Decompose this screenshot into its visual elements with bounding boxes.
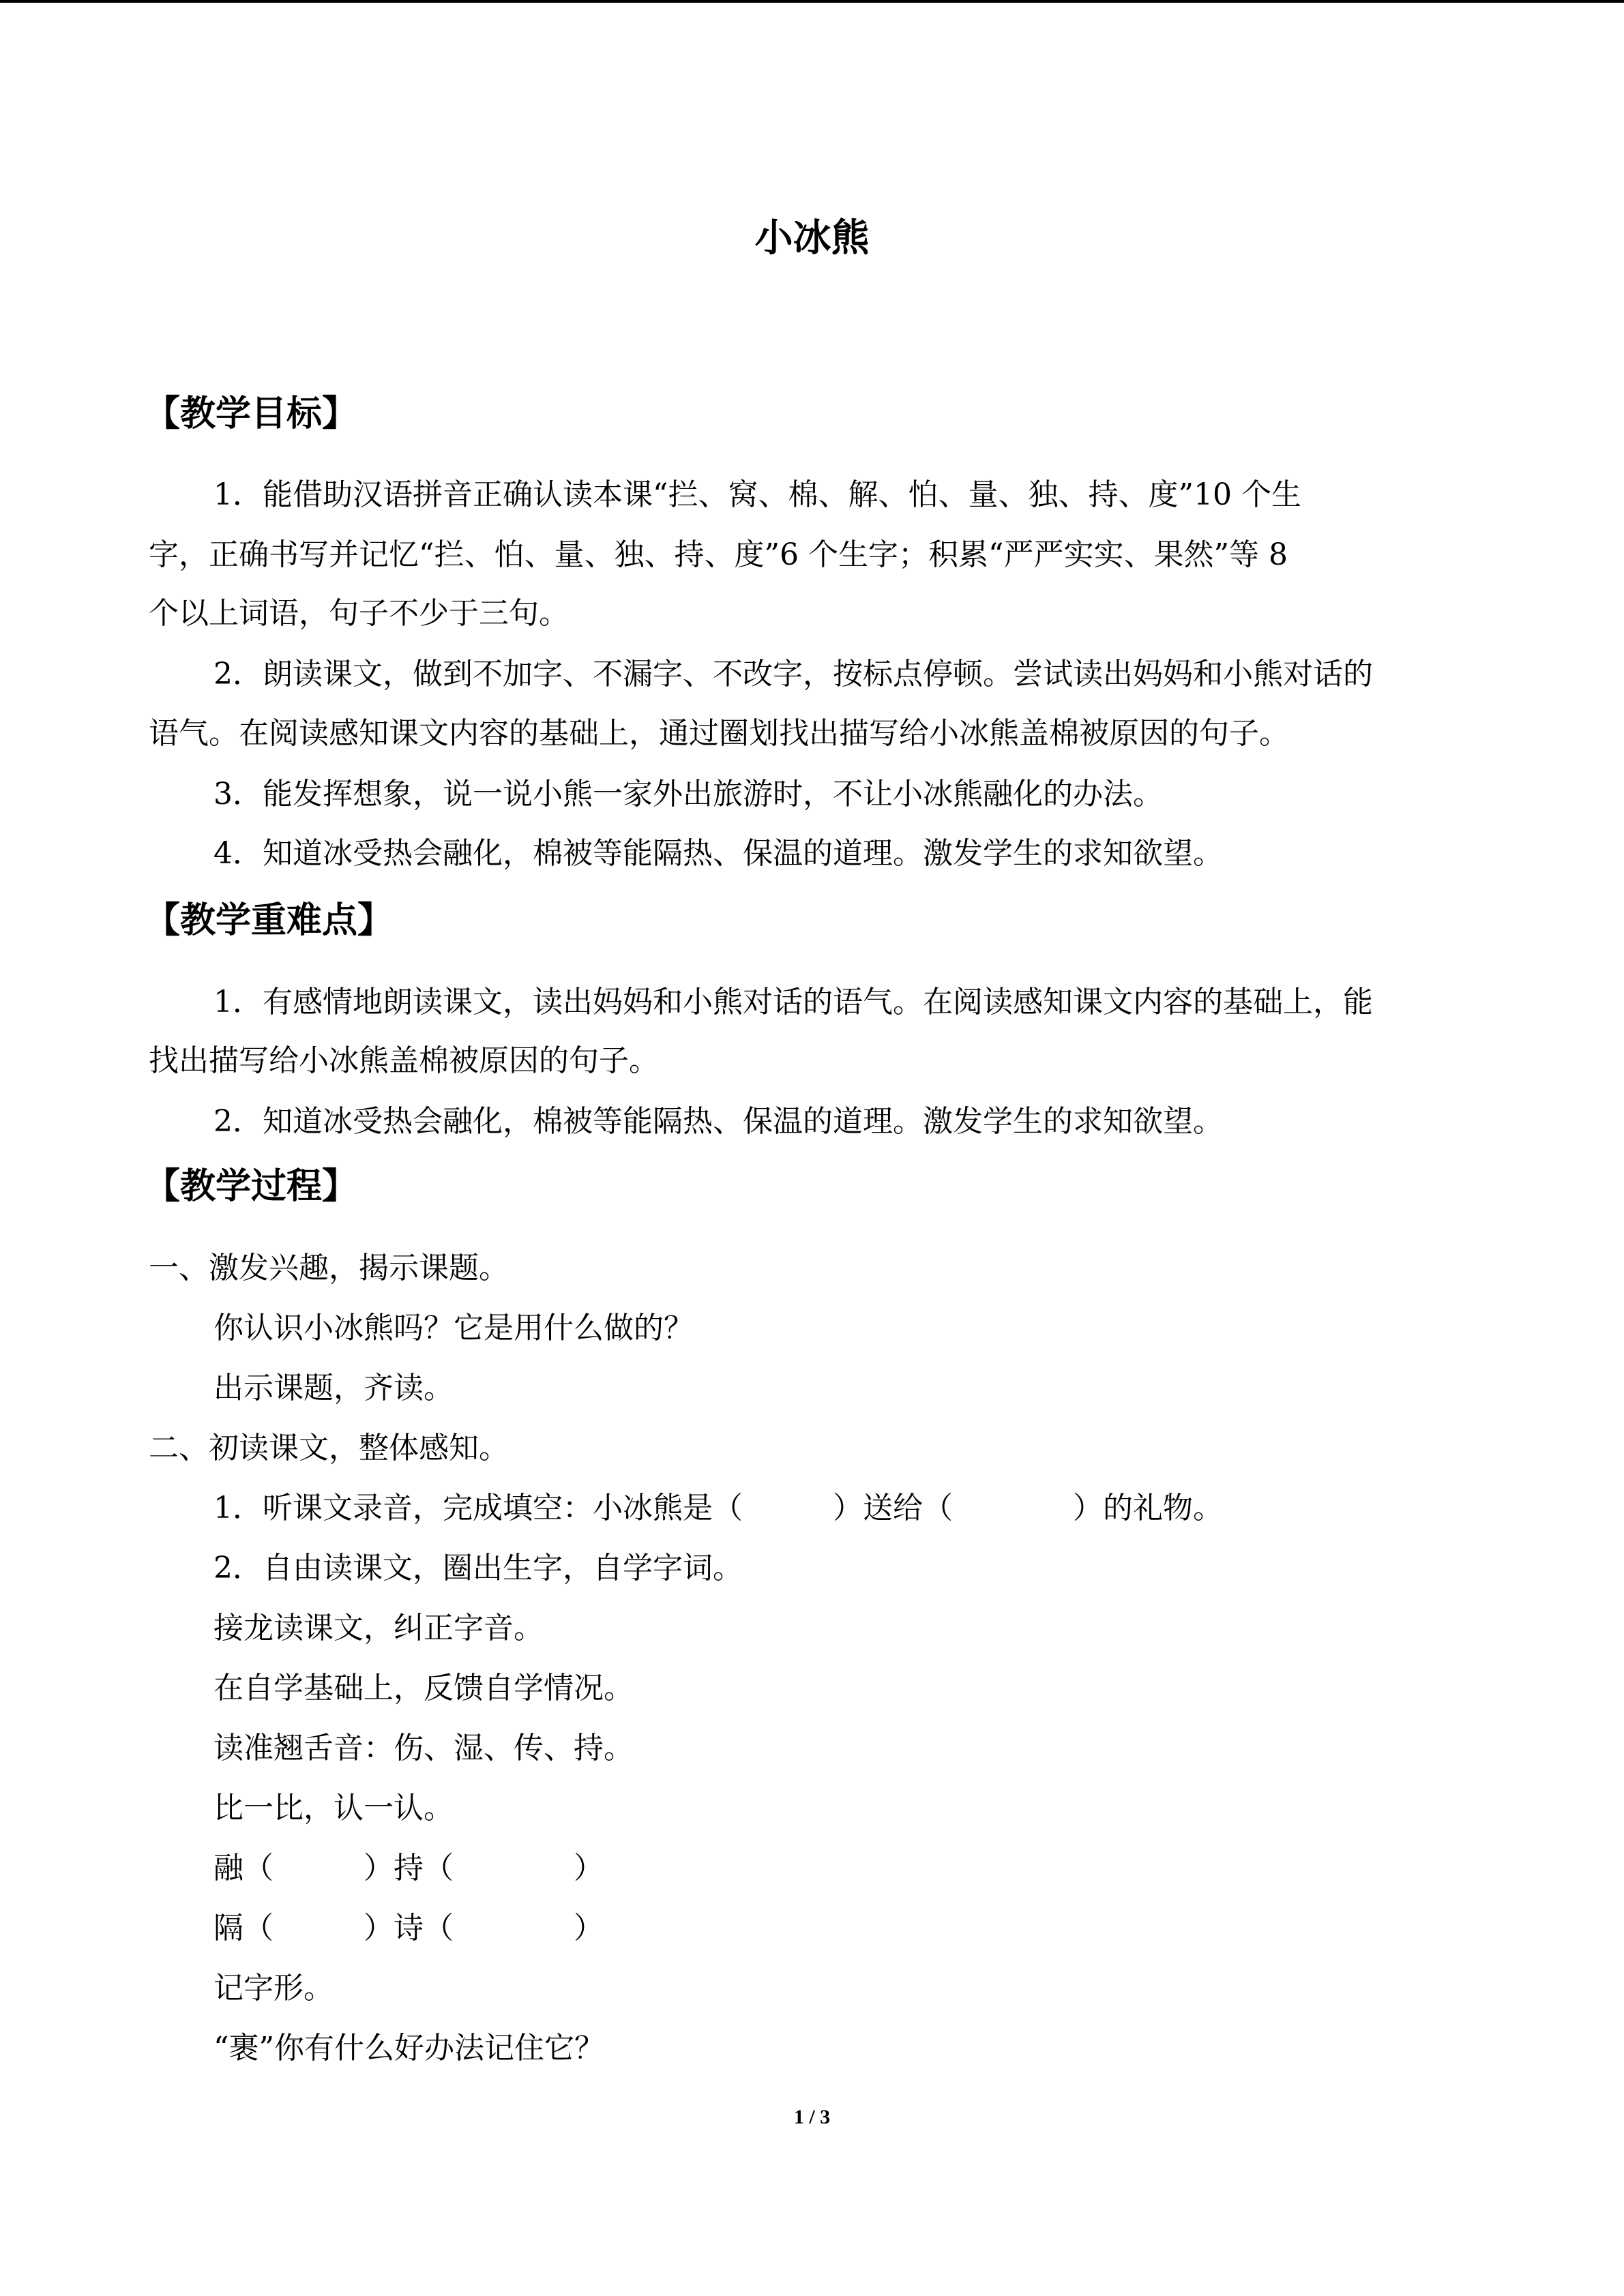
key-points-line-3: 2．知道冰受热会融化，棉被等能隔热、保温的道理。激发学生的求知欲望。	[213, 1104, 1223, 1139]
section-heading-process: 【教学过程】	[145, 1166, 358, 1207]
key-points-line-2: 找出描写给小冰熊盖棉被原因的句子。	[149, 1043, 659, 1078]
process-line-12: 隔（ ）诗（ ）	[213, 1911, 604, 1945]
process-line-1: 一、激发兴趣，揭示课题。	[149, 1251, 509, 1285]
process-line-3: 出示课题，齐读。	[213, 1371, 454, 1405]
process-line-9: 读准翘舌音：伤、湿、传、持。	[213, 1731, 634, 1765]
key-points-line-1: 1．有感情地朗读课文，读出妈妈和小熊对话的语气。在阅读感知课文内容的基础上，能	[213, 985, 1373, 1019]
top-border-line	[0, 0, 1624, 3]
process-line-13: 记字形。	[213, 1971, 334, 2006]
process-line-4: 二、初读课文，整体感知。	[149, 1431, 509, 1465]
document-title: 小冰熊	[754, 216, 870, 260]
page-number: 1 / 3	[793, 2106, 831, 2128]
goals-line-5: 语气。在阅读感知课文内容的基础上，通过圈划找出描写给小冰熊盖棉被原因的句子。	[149, 716, 1289, 751]
process-line-5: 1．听课文录音，完成填空：小冰熊是（ ）送给（ ）的礼物。	[213, 1491, 1223, 1525]
process-line-2: 你认识小冰熊吗？它是用什么做的？	[213, 1311, 694, 1345]
process-line-8: 在自学基础上，反馈自学情况。	[213, 1671, 634, 1705]
goals-line-7: 4．知道冰受热会融化，棉被等能隔热、保温的道理。激发学生的求知欲望。	[213, 836, 1223, 871]
process-line-14: “裹”你有什么好办法记住它？	[213, 2031, 604, 2066]
goals-line-2: 字，正确书写并记忆“拦、怕、量、独、持、度”6 个生字；积累“严严实实、果然”等 8	[149, 537, 1288, 572]
process-line-11: 融（ ）持（ ）	[213, 1851, 604, 1885]
section-heading-key-points: 【教学重难点】	[145, 900, 394, 941]
goals-line-3: 个以上词语，句子不少于三句。	[149, 596, 569, 631]
goals-line-1: 1．能借助汉语拼音正确认读本课“拦、窝、棉、解、怕、量、独、持、度”10 个生	[213, 477, 1301, 512]
process-line-7: 接龙读课文，纠正字音。	[213, 1611, 544, 1645]
goals-line-4: 2．朗读课文，做到不加字、不漏字、不改字，按标点停顿。尝试读出妈妈和小熊对话的	[213, 657, 1373, 691]
section-heading-goals: 【教学目标】	[145, 393, 358, 434]
process-line-6: 2．自由读课文，圈出生字，自学字词。	[213, 1551, 743, 1585]
goals-line-6: 3．能发挥想象，说一说小熊一家外出旅游时，不让小冰熊融化的办法。	[213, 777, 1163, 811]
process-line-10: 比一比，认一认。	[213, 1791, 454, 1825]
